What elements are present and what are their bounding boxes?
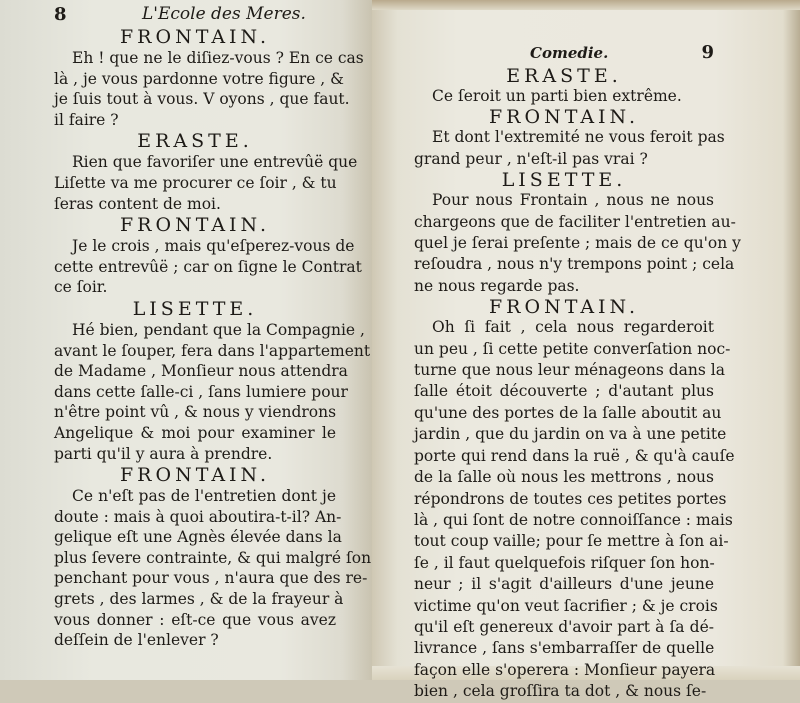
text-line: reſoudra , nous n'y trempons point ; cela bbox=[414, 255, 735, 274]
text-line: tout coup vaille; pour ſe mettre à ſon ai- bbox=[414, 532, 729, 551]
text-line: Liſette va me procurer ce ſoir , & tu bbox=[54, 173, 337, 192]
text-line: Hé bien, pendant que la Compagnie , bbox=[72, 320, 365, 339]
text-line: deſſein de l'enlever ? bbox=[54, 631, 219, 650]
right-page-number: 9 bbox=[701, 42, 714, 63]
text-line: il faire ? bbox=[54, 110, 119, 129]
text-line: je ſuis tout à vous. V oyons , que faut. bbox=[54, 90, 350, 109]
text-line: bien , cela groſſira ta dot , & nous ſe- bbox=[414, 682, 707, 701]
text-line: qu'il eſt genereux d'avoir part à ſa dé- bbox=[414, 617, 714, 636]
text-line: chargeons que de faciliter l'entretien au- bbox=[414, 212, 736, 231]
left-dialogue bbox=[54, 26, 372, 651]
page-edge-top bbox=[372, 0, 800, 10]
text-line: Et dont l'extremité ne vous feroit pas bbox=[432, 128, 725, 147]
text-line: de Madame , Monſieur nous attendra bbox=[54, 362, 348, 381]
text-line: Rien que favoriſer une entrevûë que bbox=[72, 153, 358, 172]
text-line: là , je vous pardonne votre figure , & bbox=[54, 69, 344, 88]
left-running-head bbox=[54, 4, 336, 26]
speaker-name: FRONTAIN. bbox=[489, 296, 639, 319]
right-running-title: Comedie. bbox=[530, 44, 609, 62]
text-line: turne que nous leur ménageons dans la bbox=[414, 361, 725, 380]
speaker-name: FRONTAIN. bbox=[120, 214, 270, 237]
speaker-name: FRONTAIN. bbox=[120, 26, 270, 48]
text-line: ſeras content de moi. bbox=[54, 194, 221, 213]
text-line: porte qui rend dans la ruë , & qu'à cauſe bbox=[414, 446, 735, 465]
text-line: qu'une des portes de la ſalle aboutit au bbox=[414, 403, 722, 422]
text-line: jardin , que du jardin on va à une petite bbox=[414, 425, 727, 444]
text-line: livrance , ſans s'embarraſſer de quelle bbox=[414, 639, 715, 658]
text-line: Angelique & moi pour examiner le bbox=[54, 423, 336, 442]
text-line: cette entrevûë ; car on ſigne le Contrat bbox=[54, 257, 362, 276]
speaker-name: ERASTE. bbox=[506, 65, 622, 87]
text-line: Je le crois , mais qu'eſperez-vous de bbox=[72, 237, 355, 256]
speaker-name: FRONTAIN. bbox=[120, 464, 270, 487]
text-line: ſalle étoit découverte ; d'autant plus bbox=[414, 382, 714, 401]
text-line: Pour nous Frontain , nous ne nous bbox=[432, 191, 714, 210]
text-line: ſe , il faut quelquefois riſquer ſon hon- bbox=[414, 553, 715, 572]
text-line: victime qu'on veut ſacrifier ; & je crois bbox=[414, 596, 718, 615]
text-line: là , qui ſont de notre connoiſſance : mais bbox=[414, 510, 733, 529]
speaker-name: LISETTE. bbox=[132, 297, 258, 320]
text-line: quel je ſerai preſente ; mais de ce qu'on y bbox=[414, 234, 741, 253]
text-line: répondrons de toutes ces petites portes bbox=[414, 489, 727, 508]
text-line: ne nous regarde pas. bbox=[414, 276, 580, 295]
text-line: plus ſevere contrainte, & qui malgré ſon bbox=[54, 548, 372, 567]
right-text-column bbox=[414, 42, 741, 703]
text-line: Oh ſi fait , cela nous regarderoit bbox=[432, 318, 714, 337]
text-line: Eh ! que ne le diſiez-vous ? En ce cas bbox=[72, 49, 364, 67]
speaker-name: LISETTE. bbox=[501, 169, 627, 192]
text-line: vous donner : eſt-ce que vous avez bbox=[54, 610, 336, 629]
text-line: façon elle s'operera : Monſieur payera bbox=[414, 660, 716, 679]
text-line: avant le ſouper, fera dans l'appartement bbox=[54, 341, 371, 360]
right-dialogue bbox=[414, 65, 741, 703]
text-line: grets , des larmes , & de la frayeur à bbox=[54, 590, 344, 609]
text-line: penchant pour vous , n'aura que des re- bbox=[54, 569, 368, 588]
left-text-column bbox=[54, 4, 372, 651]
left-running-title: L'Ecole des Meres. bbox=[142, 4, 306, 24]
text-line: n'être point vû , & nous y viendrons bbox=[54, 403, 337, 422]
text-line: dans cette ſalle-ci , ſans lumiere pour bbox=[54, 382, 348, 401]
text-line: Ce ſeroit un parti bien extrême. bbox=[432, 87, 682, 105]
speaker-name: ERASTE. bbox=[137, 130, 253, 153]
text-line: gelique eſt une Agnès élevée dans la bbox=[54, 528, 342, 547]
text-line: un peu , ſi cette petite converſation noc- bbox=[414, 339, 731, 358]
text-line: Ce n'eſt pas de l'entretien dont je bbox=[72, 487, 336, 506]
text-line: doute : mais à quoi aboutira-t-il? An- bbox=[54, 507, 342, 526]
left-page-number: 8 bbox=[54, 4, 67, 25]
text-line: grand peur , n'eſt-il pas vrai ? bbox=[414, 149, 648, 168]
speaker-name: FRONTAIN. bbox=[489, 106, 639, 129]
text-line: parti qu'il y aura à prendre. bbox=[54, 444, 273, 463]
text-line: de la ſalle où nous les mettrons , nous bbox=[414, 468, 714, 487]
text-line: ce ſoir. bbox=[54, 278, 108, 297]
text-line: neur ; il s'agit d'ailleurs d'une jeune bbox=[414, 575, 714, 594]
right-running-head bbox=[414, 44, 714, 66]
